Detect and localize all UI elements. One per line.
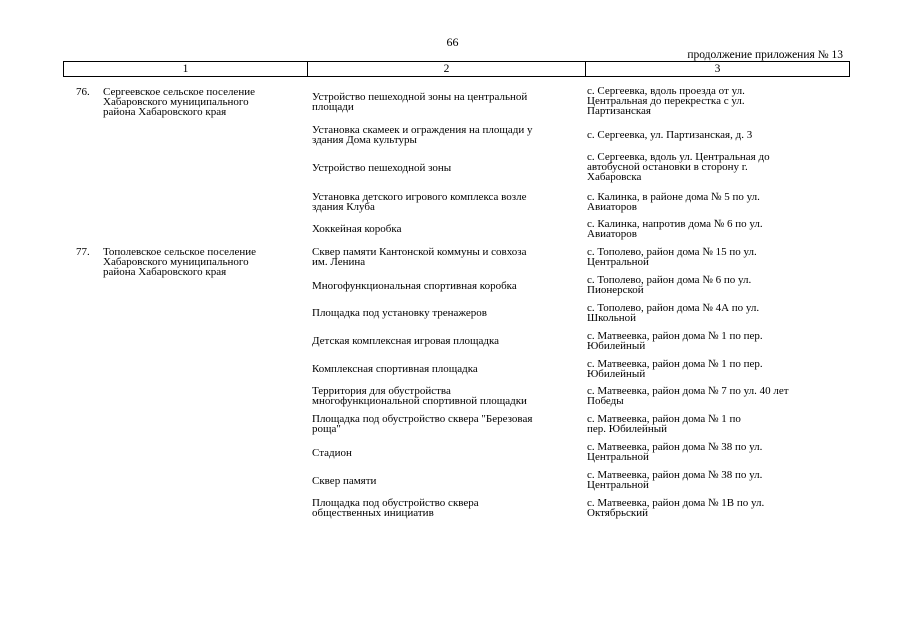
address-line: с. Сергеевка, вдоль проезда от ул. bbox=[587, 85, 745, 97]
work-line: Устройство пешеходной зоны на центральной bbox=[312, 91, 528, 103]
work-line: Установка скамеек и ограждения на площади у bbox=[312, 124, 533, 136]
address-line: Партизанская bbox=[587, 105, 651, 117]
work-line: Хоккейная коробка bbox=[312, 223, 402, 235]
address-line: с. Сергеевка, ул. Партизанская, д. 3 bbox=[587, 129, 753, 141]
section-number: 76. bbox=[76, 86, 90, 98]
section-name-line: Хабаровского муниципального bbox=[103, 96, 249, 108]
address-line: с. Тополево, район дома № 4А по ул. bbox=[587, 302, 760, 314]
section-name-line: Тополевское сельское поселение bbox=[103, 246, 256, 258]
address-line: с. Матвеевка, район дома № 1 по пер. bbox=[587, 330, 763, 342]
work-line: Сквер памяти bbox=[312, 475, 377, 487]
address-line: Центральной bbox=[587, 479, 649, 491]
address-line: Авиаторов bbox=[587, 201, 637, 213]
address-line: с. Матвеевка, район дома № 1 по bbox=[587, 413, 741, 425]
address-line: с. Матвеевка, район дома № 38 по ул. bbox=[587, 441, 763, 453]
address-line: с. Сергеевка, вдоль ул. Центральная до bbox=[587, 151, 770, 163]
address-line: автобусной остановки в сторону г. bbox=[587, 161, 748, 173]
header-col-3: 3 bbox=[585, 62, 849, 76]
work-line: им. Ленина bbox=[312, 256, 366, 268]
address-line: с. Матвеевка, район дома № 7 по ул. 40 лет bbox=[587, 385, 789, 397]
work-line: Сквер памяти Кантонской коммуны и совхоза bbox=[312, 246, 527, 258]
work-line: Многофункциональная спортивная коробка bbox=[312, 280, 517, 292]
address-line: с. Калинка, напротив дома № 6 по ул. bbox=[587, 218, 763, 230]
address-line: Юбилейный bbox=[587, 340, 646, 352]
continuation-note: продолжение приложения № 13 bbox=[687, 49, 843, 61]
work-line: площади bbox=[312, 101, 354, 113]
work-line: Устройство пешеходной зоны bbox=[312, 162, 452, 174]
work-line: Площадка под обустройство сквера "Березовая bbox=[312, 413, 533, 425]
address-line: Юбилейный bbox=[587, 368, 646, 380]
section-name-line: Сергеевское сельское поселение bbox=[103, 86, 255, 98]
work-line: общественных инициатив bbox=[312, 507, 434, 519]
header-col-1: 1 bbox=[182, 62, 189, 75]
work-line: Площадка под установку тренажеров bbox=[312, 307, 487, 319]
section-number: 77. bbox=[76, 246, 90, 258]
address-line: Центральной bbox=[587, 256, 649, 268]
section-name-line: района Хабаровского края bbox=[103, 106, 227, 118]
address-line: Победы bbox=[587, 395, 624, 407]
address-line: с. Калинка, в районе дома № 5 по ул. bbox=[587, 191, 760, 203]
address-line: с. Матвеевка, район дома № 38 по ул. bbox=[587, 469, 763, 481]
header-col-2: 2 bbox=[307, 62, 585, 76]
work-line: многофункциональной спортивной площадки bbox=[312, 395, 527, 407]
work-line: Детская комплексная игровая площадка bbox=[312, 335, 500, 347]
work-line: Стадион bbox=[312, 447, 352, 459]
address-line: Октябрьский bbox=[587, 507, 648, 519]
address-line: Авиаторов bbox=[587, 228, 637, 240]
work-line: Комплексная спортивная площадка bbox=[312, 363, 478, 375]
work-line: здания Дома культуры bbox=[312, 134, 417, 146]
address-line: Хабаровска bbox=[587, 171, 642, 183]
address-line: Школьной bbox=[587, 312, 637, 324]
section-name-line: Хабаровского муниципального bbox=[103, 256, 249, 268]
page-number: 66 bbox=[446, 35, 459, 49]
work-line: роща" bbox=[312, 423, 341, 435]
section-name-line: района Хабаровского края bbox=[103, 266, 227, 278]
address-line: Центральная до перекрестка с ул. bbox=[587, 95, 745, 107]
address-line: с. Матвеевка, район дома № 1В по ул. bbox=[587, 497, 765, 509]
address-line: Центральной bbox=[587, 451, 649, 463]
address-line: с. Тополево, район дома № 15 по ул. bbox=[587, 246, 757, 258]
address-line: с. Тополево, район дома № 6 по ул. bbox=[587, 274, 752, 286]
work-line: Площадка под обустройство сквера bbox=[312, 497, 479, 509]
address-line: пер. Юбилейный bbox=[587, 423, 667, 435]
work-line: здания Клуба bbox=[312, 201, 375, 213]
table-header bbox=[63, 61, 850, 77]
address-line: с. Матвеевка, район дома № 1 по пер. bbox=[587, 358, 763, 370]
work-line: Установка детского игрового комплекса возле bbox=[312, 191, 527, 203]
address-line: Пионерской bbox=[587, 284, 644, 296]
work-line: Территория для обустройства bbox=[312, 385, 451, 397]
